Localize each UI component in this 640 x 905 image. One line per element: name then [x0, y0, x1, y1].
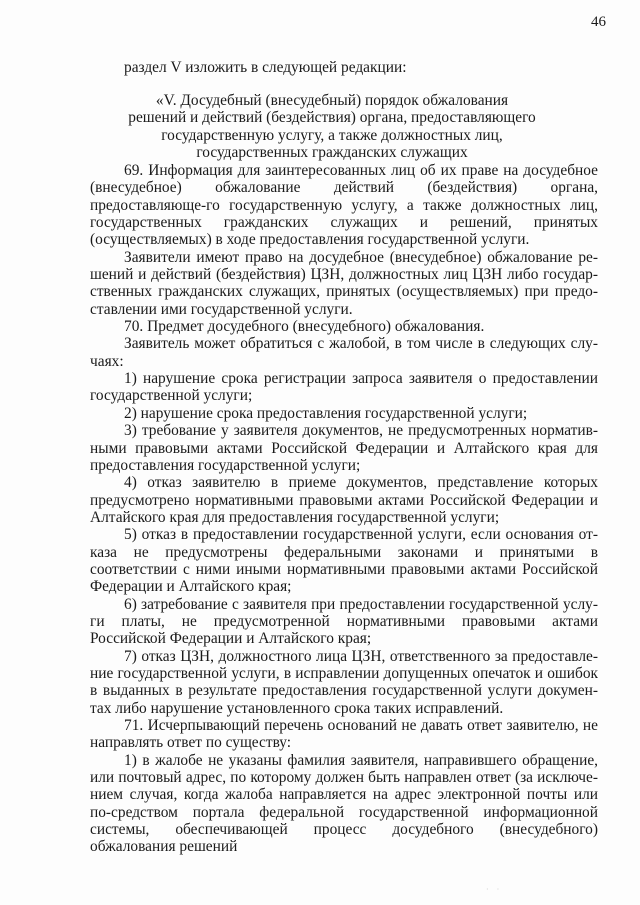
intro-line: раздел V изложить в следующей редакции:	[124, 59, 407, 76]
section-title-line: государственную услугу, а также должностных лиц,	[161, 126, 503, 144]
section-title-line: государственных гражданских служащих	[196, 143, 468, 161]
list-item-1: 1) нарушение срока регистрации запроса заявителя о предоставлении государственной услуги;	[90, 370, 598, 405]
paragraph-69: 69. Информация для заинтересованных лиц об их праве на досудебное (внесудебное) обжалование действий (бездействия) органа, предоставляюще-го государственную услугу, а также должностных лиц, государственных гражданских служащих и решений, принятых (осуществляемых) в ходе предоставления государственной услуги.	[90, 162, 598, 249]
page-number: 46	[591, 14, 606, 30]
paragraph-appeal-right: Заявители имеют право на досудебное (внесудебное) обжалование ре-шений и действий (бездействия) ЦЗН, должностных лиц ЦЗН либо государ-ственных гражданских служащих, принятых (осуществляемых) при предо-ставлении ими государственной услуги.	[90, 248, 598, 318]
footer-marks: · ·	[486, 885, 503, 894]
section-title-line: решений и действий (бездействия) органа, предоставляющего	[128, 109, 536, 127]
paragraph-70: 70. Предмет досудебного (внесудебного) обжалования.	[124, 318, 485, 336]
list-item-2: 2) нарушение срока предоставления государственной услуги;	[124, 404, 528, 422]
list-item-5: 5) отказ в предоставлении государственной услуги, если основания от-каза не предусмотрены федеральными законами и принятыми в соответствии с ними иными нормативными правовыми актами Российской Федерации и Алтайского края;	[90, 526, 598, 596]
list-item-3: 3) требование у заявителя документов, не предусмотренных норматив-ными правовыми актами Российской Федерации и Алтайского края для предоставления государственной услуги;	[90, 422, 598, 474]
list-item-4: 4) отказ заявителю в приеме документов, представление которых предусмотрено нормативными правовыми актами Российской Федерации и Алтайского края для предоставления государственной услуги;	[90, 474, 598, 526]
paragraph-71: 71. Исчерпывающий перечень оснований не давать ответ заявителю, не направлять ответ по существу:	[90, 717, 598, 752]
section-title	[96, 92, 568, 161]
list-item-6: 6) затребование с заявителя при предоставлении государственной услу-ги платы, не предусмотренной нормативными правовыми актами Российской Федерации и Алтайского края;	[90, 595, 598, 648]
list-item-71-1: 1) в жалобе не указаны фамилия заявителя, направившего обращение, или почтовый адрес, по которому должен быть направлен ответ (за исключе-нием случая, когда жалоба направляется на адрес электронной почты или по-средством портала федеральной государственной информационной системы, обеспечивающей процесс досудебного (внесудебного) обжалования решений	[90, 751, 598, 856]
document-body	[90, 162, 598, 856]
paragraph-complaint-cases: Заявитель может обратиться с жалобой, в том числе в следующих слу-чаях:	[90, 335, 598, 370]
list-item-7: 7) отказ ЦЗН, должностного лица ЦЗН, ответственного за предоставле-ние государственной услуги, в исправлении допущенных опечаток и ошибок в выданных в результате предоставления государственной услуги докумен-тах либо нарушение установленного срока таких исправлений.	[90, 647, 598, 717]
section-title-line: «V. Досудебный (внесудебный) порядок обжалования	[155, 92, 509, 109]
